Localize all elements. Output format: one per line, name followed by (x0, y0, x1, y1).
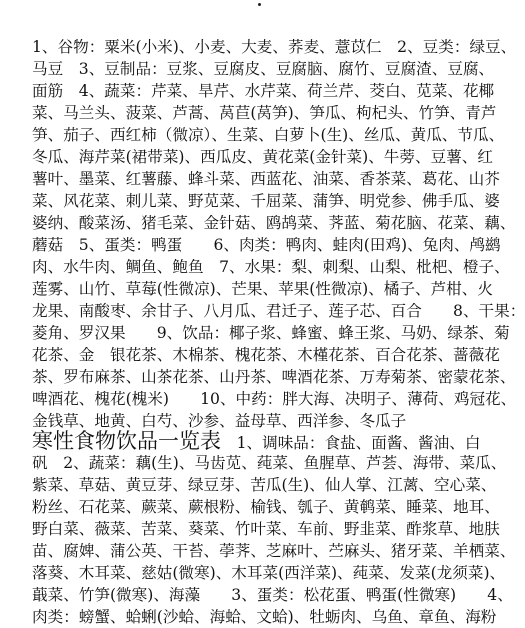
text-line: 莲雾、山竹、草莓(性微凉)、芒果、苹果(性微凉)、橘子、芦柑、火 (32, 280, 493, 298)
section-heading-line (32, 428, 502, 454)
text-line: 马豆 3、豆制品：豆浆、豆腐皮、豆腐脑、腐竹、豆腐渣、豆腐、 (32, 60, 495, 78)
text-line: 1、谷物：粟米(小米)、小麦、大麦、荞麦、薏苡仁 2、豆类：绿豆、 (32, 38, 517, 56)
text-line: 粉丝、石花菜、蕨菜、蕨根粉、榆钱、瓠子、黄鹌菜、睡菜、地耳、 (32, 498, 500, 516)
text-line: 苗、腐婢、蒲公英、干苔、荸荠、芝麻叶、苎麻头、猪牙菜、羊栖菜、 (32, 542, 516, 560)
text-line: 蕺菜、竹笋(微寒)、海藻 3、蛋类：松花蛋、鸭蛋(性微寒) 4、 (32, 586, 513, 604)
text-line: 肉类：螃蟹、蛤蜊(沙蛤、海蛤、文蛤)、牡蛎肉、乌鱼、章鱼、海粉 (32, 608, 497, 626)
text-line: 面筋 4、蔬菜：芹菜、旱芹、水芹菜、荷兰芹、茭白、苋菜、花椰 (32, 82, 495, 100)
text-line: 金钱草、地黄、白芍、沙参、益母草、西洋参、冬瓜子 (32, 412, 407, 430)
section-title: 寒性食物饮品一览表 (32, 429, 221, 453)
decorative-dot (258, 3, 261, 6)
text-line: 茶、罗布麻茶、山茶花茶、山丹茶、啤酒花茶、万寿菊茶、密蒙花茶、 (32, 368, 516, 386)
text-line: 蘑菇 5、蛋类：鸭蛋 6、肉类：鸭肉、蛙肉(田鸡)、兔肉、鸬鹚 (32, 236, 501, 254)
text-line: 花茶、金 银花茶、木棉茶、槐花茶、木槿花茶、百合花茶、蔷薇花 (32, 346, 500, 364)
text-line: 薯叶、墨菜、红薯藤、蜂斗菜、西蓝花、油菜、香茶菜、葛花、山芥 (32, 170, 500, 188)
text-line: 矾 2、蔬菜：藕(生)、马齿苋、莼菜、鱼腥草、芦荟、海带、菜瓜、 (32, 454, 507, 472)
text-line: 菱角、罗汉果 9、饮品：椰子浆、蜂蜜、蜂王浆、马奶、绿茶、菊 (32, 324, 510, 342)
text-line-continuation: 1、调味品：食盐、面酱、酱油、白 (221, 434, 481, 452)
text-line: 婆纳、酸菜汤、猪毛菜、金针菇、鸥鸪菜、荠蓝、菊花脑、花菜、藕、 (32, 214, 516, 232)
text-line: 龙果、南酸枣、余甘子、八月瓜、君迁子、莲子芯、百合 8、干果： (32, 302, 525, 320)
text-line: 紫菜、草菇、黄豆芽、绿豆芽、苦瓜(生)、仙人掌、江蓠、空心菜、 (32, 476, 497, 494)
text-line: 菜、马兰头、菠菜、芦蒿、莴苣(莴笋)、笋瓜、枸杞头、竹笋、青芦 (32, 104, 497, 122)
text-line: 落葵、木耳菜、慈姑(微寒)、木耳菜(西洋菜)、莼菜、发菜(龙须菜)、 (32, 564, 506, 582)
text-line: 野白菜、薇菜、苦菜、葵菜、竹叶菜、车前、野韭菜、酢浆草、地肤 (32, 520, 500, 538)
text-line: 笋、茄子、西红柿（微凉）、生菜、白萝卜(生)、丝瓜、黄瓜、节瓜、 (32, 126, 505, 144)
text-line: 菜、风花菜、刺儿菜、野苋菜、千屈菜、蒲笋、明党参、佛手瓜、婆 (32, 192, 500, 210)
text-line: 冬瓜、海芹菜(裙带菜)、西瓜皮、黄花菜(金针菜)、牛蒡、豆薯、红 (32, 148, 493, 166)
text-line: 啤酒花、槐花(槐米) 10、中药：胖大海、决明子、薄荷、鸡冠花、 (32, 390, 517, 408)
text-line: 肉、水牛肉、鲷鱼、鲍鱼 7、水果：梨、刺梨、山梨、枇杷、橙子、 (32, 258, 510, 276)
